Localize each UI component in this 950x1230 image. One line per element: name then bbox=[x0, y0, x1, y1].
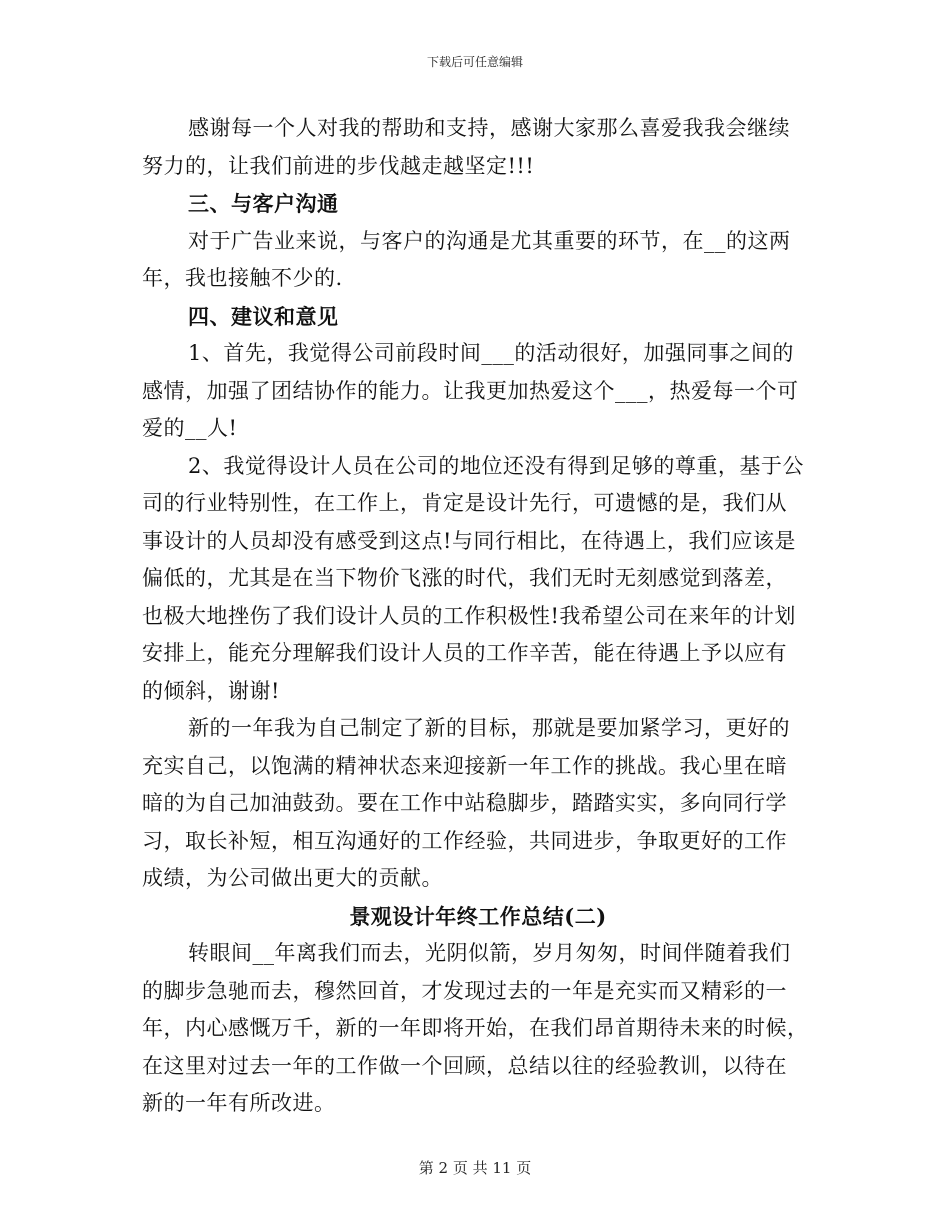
paragraph-line: 习，取长补短，相互沟通好的工作经验，共同进步，争取更好的工作 bbox=[142, 828, 787, 853]
paragraph-line: 司的行业特别性，在工作上，肯定是设计先行，可遗憾的是，我们从 bbox=[142, 491, 787, 515]
paragraph-line: 暗的为自己加油鼓劲。要在工作中站稳脚步，踏踏实实，多向同行学 bbox=[142, 791, 787, 815]
paragraph-line: 安排上，能充分理解我们设计人员的工作辛苦，能在待遇上予以应有 bbox=[142, 641, 787, 665]
paragraph-line: 爱的__人! bbox=[142, 416, 238, 440]
paragraph-line: 年，内心感慨万千，新的一年即将开始，在我们昂首期待未来的时候， bbox=[142, 1016, 809, 1040]
paragraph-line: 对于广告业来说，与客户的沟通是尤其重要的环节，在__的这两 bbox=[188, 228, 791, 253]
paragraph-line: 2、我觉得设计人员在公司的地位还没有得到足够的尊重，基于公 bbox=[188, 453, 804, 478]
paragraph-line: 努力的，让我们前进的步伐越走越坚定!!! bbox=[142, 153, 535, 178]
paragraph-line: 事设计的人员却没有感受到这点!与同行相比，在待遇上，我们应该是 bbox=[142, 528, 796, 553]
article-title: 景观设计年终工作总结(二) bbox=[349, 903, 607, 929]
paragraph-line: 的脚步急驰而去，穆然回首，才发现过去的一年是充实而又精彩的一 bbox=[142, 978, 787, 1003]
page-number: 第 2 页 共 11 页 bbox=[418, 1159, 532, 1177]
paragraph-line: 转眼间__年离我们而去，光阴似箭，岁月匆匆，时间伴随着我们 bbox=[188, 941, 791, 965]
paragraph-line: 在这里对过去一年的工作做一个回顾，总结以往的经验教训，以待在 bbox=[142, 1053, 787, 1078]
paragraph-line: 感情，加强了团结协作的能力。让我更加热爱这个___，热爱每一个可 bbox=[142, 378, 799, 403]
paragraph-line: 1、首先，我觉得公司前段时间___的活动很好，加强同事之间的 bbox=[188, 341, 794, 365]
header-note: 下载后可任意编辑 bbox=[426, 55, 523, 69]
paragraph-line: 偏低的，尤其是在当下物价飞涨的时代，我们无时无刻感觉到落差， bbox=[142, 566, 787, 590]
section-heading: 四、建议和意见 bbox=[188, 303, 339, 329]
paragraph-line: 新的一年我为自己制定了新的目标，那就是要加紧学习，更好的 bbox=[188, 716, 790, 740]
section-heading: 三、与客户沟通 bbox=[188, 191, 339, 216]
paragraph-line: 也极大地挫伤了我们设计人员的工作积极性!我希望公司在来年的计划 bbox=[142, 603, 796, 628]
document-body bbox=[142, 110, 809, 1123]
paragraph-line: 年，我也接触不少的. bbox=[142, 266, 343, 290]
paragraph-line: 的倾斜，谢谢! bbox=[142, 678, 280, 703]
paragraph-line: 充实自己，以饱满的精神状态来迎接新一年工作的挑战。我心里在暗 bbox=[142, 753, 787, 778]
paragraph-line: 新的一年有所改进。 bbox=[142, 1091, 336, 1115]
paragraph-line: 成绩，为公司做出更大的贡献。 bbox=[142, 866, 443, 890]
paragraph-line: 感谢每一个人对我的帮助和支持，感谢大家那么喜爱我我会继续 bbox=[188, 116, 790, 140]
